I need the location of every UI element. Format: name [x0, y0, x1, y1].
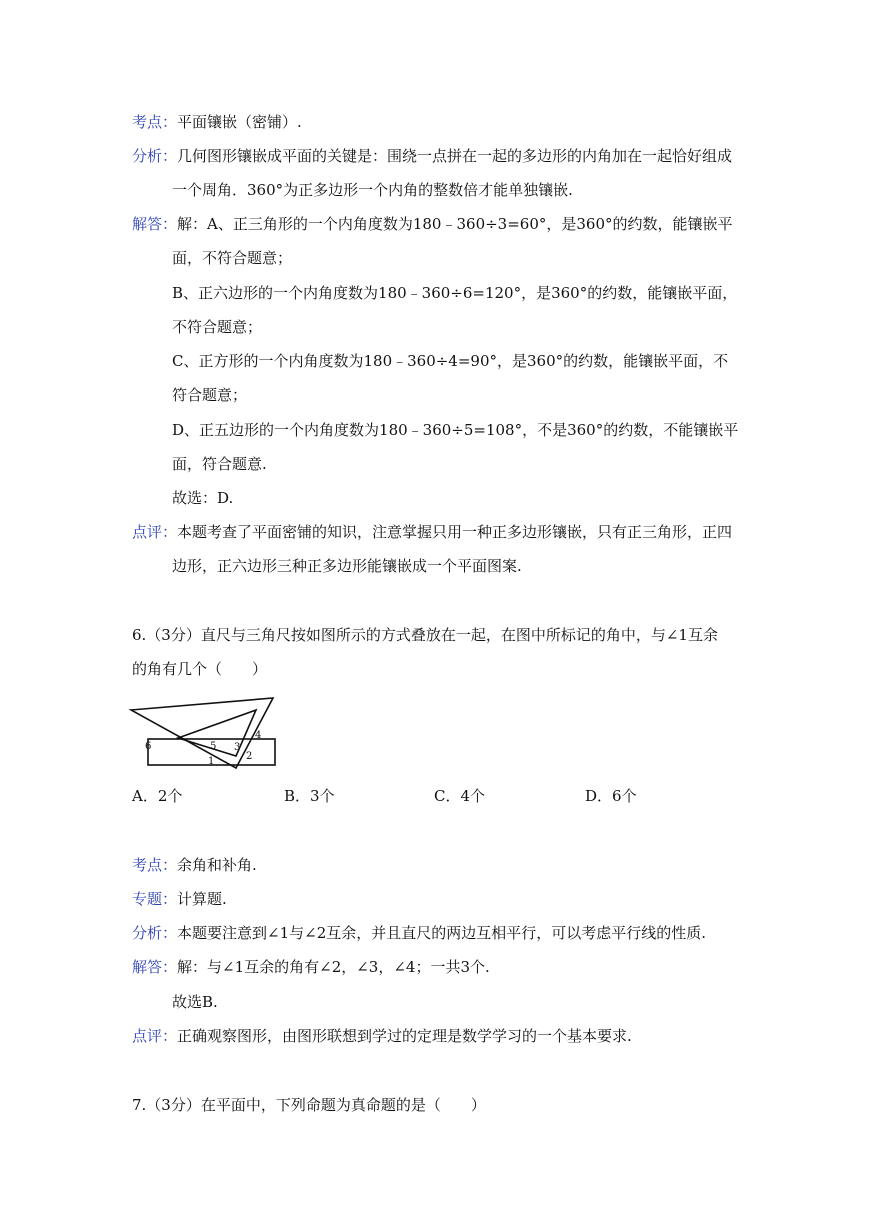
question6-stem-line2: 的角有几个（ ） — [132, 660, 268, 678]
jieda-a1: 解：A、正三角形的一个内角度数为180﹣360÷3=60°，是360°的约数，能镶嵌平 — [177, 215, 733, 233]
jieda-d1: D、正五边形的一个内角度数为180﹣360÷5=108°，不是360°的约数，不能镶嵌平 — [172, 421, 739, 439]
triangle-inner — [178, 710, 256, 756]
option-a: A．2个 — [132, 787, 183, 805]
fenxi6-text: 本题要注意到∠1与∠2互余，并且直尺的两边互相平行，可以考虑平行线的性质. — [177, 924, 707, 942]
jieda-row — [132, 214, 733, 234]
dianping-row — [132, 522, 732, 542]
option-b: B．3个 — [284, 787, 335, 805]
angle-label-6: 6 — [145, 741, 152, 752]
fenxi-label: 分析： — [132, 147, 178, 165]
fenxi-line2: 一个周角．360°为正多边形一个内角的整数倍才能单独镶嵌. — [172, 181, 573, 199]
kaodian-text: 平面镶嵌（密铺）. — [177, 113, 302, 131]
dianping6-row — [132, 1026, 632, 1046]
angle-label-2: 2 — [246, 751, 253, 762]
fenxi6-label: 分析： — [132, 924, 178, 942]
jieda-b1: B、正六边形的一个内角度数为180﹣360÷6=120°，是360°的约数，能镶嵌平面， — [172, 284, 738, 302]
dianping6-label: 点评： — [132, 1027, 178, 1045]
question6-stem: 6.（3分）直尺与三角尺按如图所示的方式叠放在一起，在图中所标记的角中，与∠1互余 — [132, 626, 718, 644]
angle-label-5: 5 — [210, 741, 217, 752]
fenxi-text: 几何图形镶嵌成平面的关键是：围绕一点拼在一起的多边形的内角加在一起恰好组成 — [177, 147, 733, 165]
jieda6-row — [132, 957, 490, 977]
question7-stem: 7.（3分）在平面中，下列命题为真命题的是（ ） — [132, 1096, 486, 1114]
angle-label-4: 4 — [255, 730, 262, 741]
zhuanti-text: 计算题. — [177, 890, 227, 908]
jieda-choice: 故选：D. — [172, 489, 234, 507]
kaodian-label: 考点： — [132, 113, 178, 131]
jieda-c2: 符合题意； — [172, 386, 248, 404]
option-d: D．6个 — [585, 787, 637, 805]
jieda-a2: 面，不符合题意； — [172, 249, 293, 267]
dianping-line1: 本题考查了平面密铺的知识，注意掌握只用一种正多边形镶嵌，只有正三角形，正四 — [177, 523, 733, 541]
ruler-triangle-figure — [128, 696, 278, 771]
kaodian-row — [132, 112, 302, 132]
angle-label-1: 1 — [208, 756, 215, 767]
jieda6-line1: 解：与∠1互余的角有∠2，∠3，∠4；一共3个. — [177, 958, 490, 976]
jieda-b2: 不符合题意； — [172, 318, 263, 336]
jieda-d2: 面，符合题意. — [172, 455, 267, 473]
zhuanti-label: 专题： — [132, 890, 178, 908]
zhuanti-row — [132, 889, 227, 909]
jieda-label: 解答： — [132, 215, 178, 233]
angle-label-3: 3 — [234, 742, 241, 753]
kaodian6-row — [132, 855, 257, 875]
dianping-line2: 边形，正六边形三种正多边形能镶嵌成一个平面图案. — [172, 557, 522, 575]
jieda-c1: C、正方形的一个内角度数为180﹣360÷4=90°，是360°的约数，能镶嵌平面，不 — [172, 352, 729, 370]
fenxi6-row — [132, 923, 706, 943]
kaodian6-label: 考点： — [132, 856, 178, 874]
option-c: C．4个 — [434, 787, 486, 805]
kaodian6-text: 余角和补角. — [177, 856, 257, 874]
fenxi-row — [132, 146, 732, 166]
jieda6-label: 解答： — [132, 958, 178, 976]
jieda6-choice: 故选B. — [172, 993, 218, 1011]
dianping-label: 点评： — [132, 523, 178, 541]
dianping6-text: 正确观察图形，由图形联想到学过的定理是数学学习的一个基本要求. — [177, 1027, 632, 1045]
